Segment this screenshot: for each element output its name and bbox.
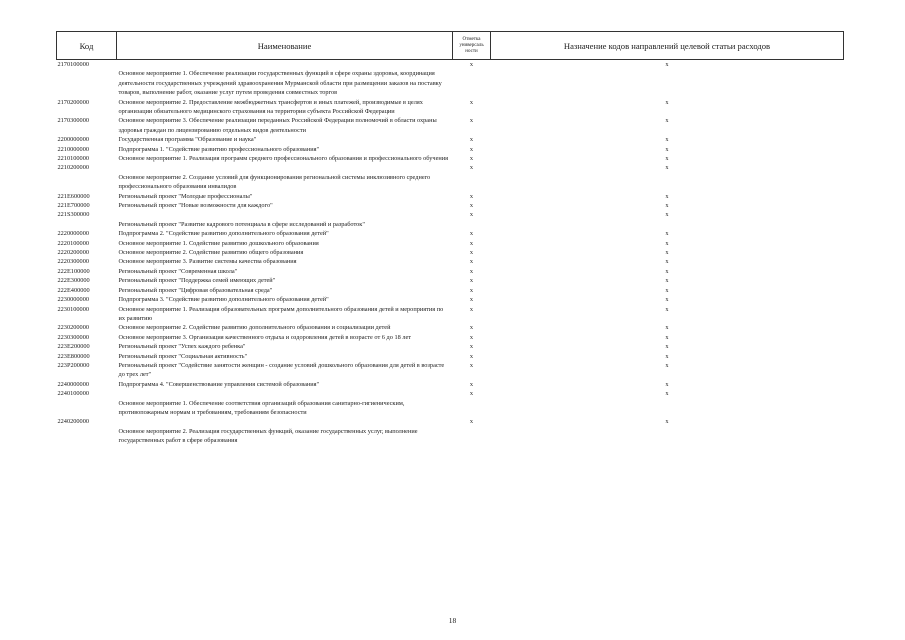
page-number: 18 <box>448 616 457 625</box>
row-name <box>117 417 453 445</box>
table-row <box>57 248 844 257</box>
row-name: Основное мероприятие 1. Реализация программ среднего профессионального образования и профессионального обучения <box>118 155 449 163</box>
row-purpose: x <box>665 61 669 68</box>
row-name: Основное мероприятие 3. Организация качественного отдыха и оздоровления детей в возрасте от 6 до 18 лет <box>118 333 412 341</box>
row-name-text: Основное мероприятие 1. Обеспечение реализации государственных функций в сфере охраны здоровья, координация деятельности государственных учреждений здравоохранения Мурманской области при размещении заказов на поставку товаров, выполнение работ, оказание услуг путем проведения совместных торгов <box>118 70 442 97</box>
row-name-gap <box>119 163 451 172</box>
row-purpose: x <box>665 361 669 369</box>
table-row <box>57 352 844 361</box>
row-universality-mark: x <box>469 258 474 266</box>
row-purpose: x <box>665 305 669 313</box>
row-universality-mark: x <box>469 239 474 247</box>
row-name: Региональный проект "Содействие занятости женщин - создание условий дошкольного образования для детей в возрасте до трех лет" <box>118 361 445 379</box>
row-code: 2220000000 <box>57 230 89 238</box>
row-purpose: x <box>665 239 669 247</box>
row-universality-mark: x <box>469 98 474 106</box>
row-name: Государственная программа "Образование и наука" <box>118 136 257 144</box>
row-name: Основное мероприятие 2. Предоставление межбюджетных трансфертов и иных платежей, производимые в целях организации обязательного медицинского страхования на территории субъекта Российской Федерации <box>118 98 423 116</box>
row-code: 2210200000 <box>57 164 89 172</box>
table-row <box>57 239 844 248</box>
row-code: 222E400000 <box>57 286 90 294</box>
row-code: 222E300000 <box>57 277 90 285</box>
table-row <box>57 145 844 154</box>
row-purpose: x <box>665 286 669 294</box>
row-name: Региональный проект "Социальная активность" <box>118 352 248 360</box>
row-code: 2210100000 <box>57 155 89 163</box>
row-universality-mark: x <box>469 286 474 294</box>
table-row <box>57 267 844 276</box>
row-universality-mark: x <box>469 380 474 388</box>
row-purpose: x <box>665 390 669 398</box>
row-name-text: Основное мероприятие 1. Обеспечение соответствия организаций образования санитарно-гигиеническим, противопожарным нормам и требованиям, требованиям безопасности <box>118 399 405 416</box>
table-row <box>57 380 844 389</box>
table-row <box>57 333 844 342</box>
row-name: Основное мероприятие 2. Содействие развитию дополнительного образования и социализации детей <box>118 324 391 332</box>
row-universality-mark: x <box>469 145 474 153</box>
row-purpose: x <box>665 192 669 200</box>
row-code: 2170100000 <box>57 61 89 68</box>
row-purpose: x <box>665 164 669 172</box>
row-universality-mark: x <box>469 192 474 200</box>
table-row <box>57 210 844 229</box>
row-name: Основное мероприятие 3. Обеспечение реализации переданных Российской Федерации полномочий в области охраны здоровья граждан по лицензированию отдельных видов деятельности <box>118 117 437 134</box>
header-universality-mark: Отметка универсаль ности <box>453 32 491 60</box>
table-row <box>57 323 844 332</box>
table-row <box>57 98 844 117</box>
header-code: Код <box>57 32 117 60</box>
table-row <box>57 116 844 135</box>
row-purpose: x <box>665 296 669 304</box>
document-sheet <box>56 31 843 446</box>
row-code: 2240100000 <box>57 390 89 398</box>
row-name-gap <box>119 417 451 426</box>
row-code: 2220100000 <box>57 239 89 247</box>
header-name: Наименование <box>117 32 453 60</box>
row-purpose: x <box>665 380 669 388</box>
row-name: Региональный проект "Молодые профессионалы" <box>118 192 253 200</box>
row-universality-mark: x <box>469 267 474 275</box>
row-name: Региональный проект "Цифровая образовательная среда" <box>118 286 273 294</box>
row-universality-mark: x <box>469 230 474 238</box>
row-universality-mark: x <box>469 352 474 360</box>
table-row <box>57 163 844 191</box>
table-row <box>57 305 844 324</box>
row-name: Подпрограмма 1. "Содействие развитию профессионального образования" <box>118 145 320 153</box>
table-row <box>57 389 844 417</box>
row-purpose: x <box>665 333 669 341</box>
row-purpose: x <box>665 98 669 106</box>
row-name <box>117 210 453 229</box>
row-name-text: Основное мероприятие 2. Создание условий для функционирования региональной системы инклюзивного среднего профессионального образования инвалидов <box>118 173 431 191</box>
row-purpose: x <box>665 267 669 275</box>
row-universality-mark: x <box>469 202 474 210</box>
row-code: 2240000000 <box>57 380 89 388</box>
row-universality-mark: x <box>469 136 474 144</box>
table-row <box>57 60 844 98</box>
row-name-gap <box>119 60 451 69</box>
row-name: Подпрограмма 3. "Содействие развитию дополнительного образования детей" <box>118 296 329 304</box>
row-universality-mark: x <box>469 296 474 304</box>
row-name: Региональный проект "Новые возможности для каждого" <box>118 202 273 210</box>
table-row <box>57 276 844 285</box>
row-name <box>117 389 453 417</box>
row-code: 221S300000 <box>57 211 90 219</box>
row-purpose: x <box>665 277 669 285</box>
row-universality-mark: x <box>469 333 474 341</box>
row-name: Региональный проект "Успех каждого ребенка" <box>118 343 246 351</box>
row-name: Основное мероприятие 3. Развитие системы качества образования <box>118 258 297 266</box>
row-code: 223P200000 <box>57 361 90 369</box>
row-universality-mark: x <box>469 211 474 219</box>
row-purpose: x <box>665 418 669 426</box>
row-code: 223E200000 <box>57 343 90 351</box>
row-universality-mark: x <box>469 418 474 426</box>
table-row <box>57 135 844 144</box>
table-row <box>57 192 844 201</box>
row-purpose: x <box>665 117 669 125</box>
row-universality-mark: x <box>469 305 474 313</box>
expenditure-codes-table <box>56 31 844 446</box>
row-purpose: x <box>665 249 669 257</box>
row-name: Региональный проект "Поддержка семей имеющих детей" <box>118 277 276 285</box>
row-code: 2170300000 <box>57 117 89 125</box>
row-name-text: Региональный проект "Развитие кадрового потенциала в сфере исследований и разработок" <box>118 220 365 228</box>
row-name-text: Основное мероприятие 2. Реализация государственных функций, оказание государственных услуг, выполнение государственных работ в сфере образования <box>118 427 418 445</box>
row-name <box>117 60 453 98</box>
row-universality-mark: x <box>469 277 474 285</box>
row-purpose: x <box>665 155 669 163</box>
table-header-row <box>57 32 844 60</box>
row-universality-mark: x <box>469 324 474 332</box>
header-purpose: Назначение кодов направлений целевой статьи расходов <box>491 32 844 60</box>
row-name: Основное мероприятие 1. Реализация образовательных программ дополнительного образования детей и мероприятия по их развитию <box>118 305 444 322</box>
row-universality-mark: x <box>469 343 474 351</box>
row-code: 2240200000 <box>57 418 89 426</box>
row-code: 223E800000 <box>57 352 90 360</box>
row-code: 2230100000 <box>57 305 89 313</box>
row-universality-mark: x <box>469 164 474 172</box>
row-code: 2220200000 <box>57 249 89 257</box>
table-row <box>57 201 844 210</box>
row-code: 2230300000 <box>57 333 89 341</box>
row-code: 221E600000 <box>57 192 90 200</box>
row-universality-mark: x <box>469 390 474 398</box>
row-universality-mark: x <box>469 61 474 68</box>
row-universality-mark: x <box>469 155 474 163</box>
row-purpose: x <box>665 136 669 144</box>
row-purpose: x <box>665 343 669 351</box>
row-code: 2170200000 <box>57 98 89 106</box>
row-purpose: x <box>665 211 669 219</box>
row-purpose: x <box>665 352 669 360</box>
row-purpose: x <box>665 324 669 332</box>
row-universality-mark: x <box>469 361 474 369</box>
row-name-gap <box>119 389 451 398</box>
row-code: 222E100000 <box>57 267 90 275</box>
table-row <box>57 257 844 266</box>
row-name: Подпрограмма 2. "Содействие развитию дополнительного образования детей" <box>118 230 329 238</box>
row-name: Основное мероприятие 2. Содействие развитию общего образования <box>118 249 304 257</box>
table-row <box>57 342 844 351</box>
table-row <box>57 286 844 295</box>
row-name: Основное мероприятие 1. Содействие развитию дошкольного образования <box>118 239 319 247</box>
row-purpose: x <box>665 202 669 210</box>
row-purpose: x <box>665 145 669 153</box>
row-universality-mark: x <box>469 117 474 125</box>
row-purpose: x <box>665 230 669 238</box>
row-name: Подпрограмма 4. "Совершенствование управления системой образования" <box>118 380 320 388</box>
table-row <box>57 154 844 163</box>
table-row <box>57 229 844 238</box>
row-name: Региональный проект "Современная школа" <box>118 267 238 275</box>
table-body <box>57 60 844 446</box>
table-row <box>57 361 844 380</box>
row-purpose: x <box>665 258 669 266</box>
row-name-gap <box>119 210 451 219</box>
row-code: 2210000000 <box>57 145 89 153</box>
row-code: 2200000000 <box>57 136 89 144</box>
row-code: 2230000000 <box>57 296 89 304</box>
table-row <box>57 295 844 304</box>
table-row <box>57 417 844 445</box>
row-name <box>117 163 453 191</box>
row-code: 2230200000 <box>57 324 89 332</box>
row-universality-mark: x <box>469 249 474 257</box>
row-code: 2220300000 <box>57 258 89 266</box>
row-code: 221E700000 <box>57 202 90 210</box>
